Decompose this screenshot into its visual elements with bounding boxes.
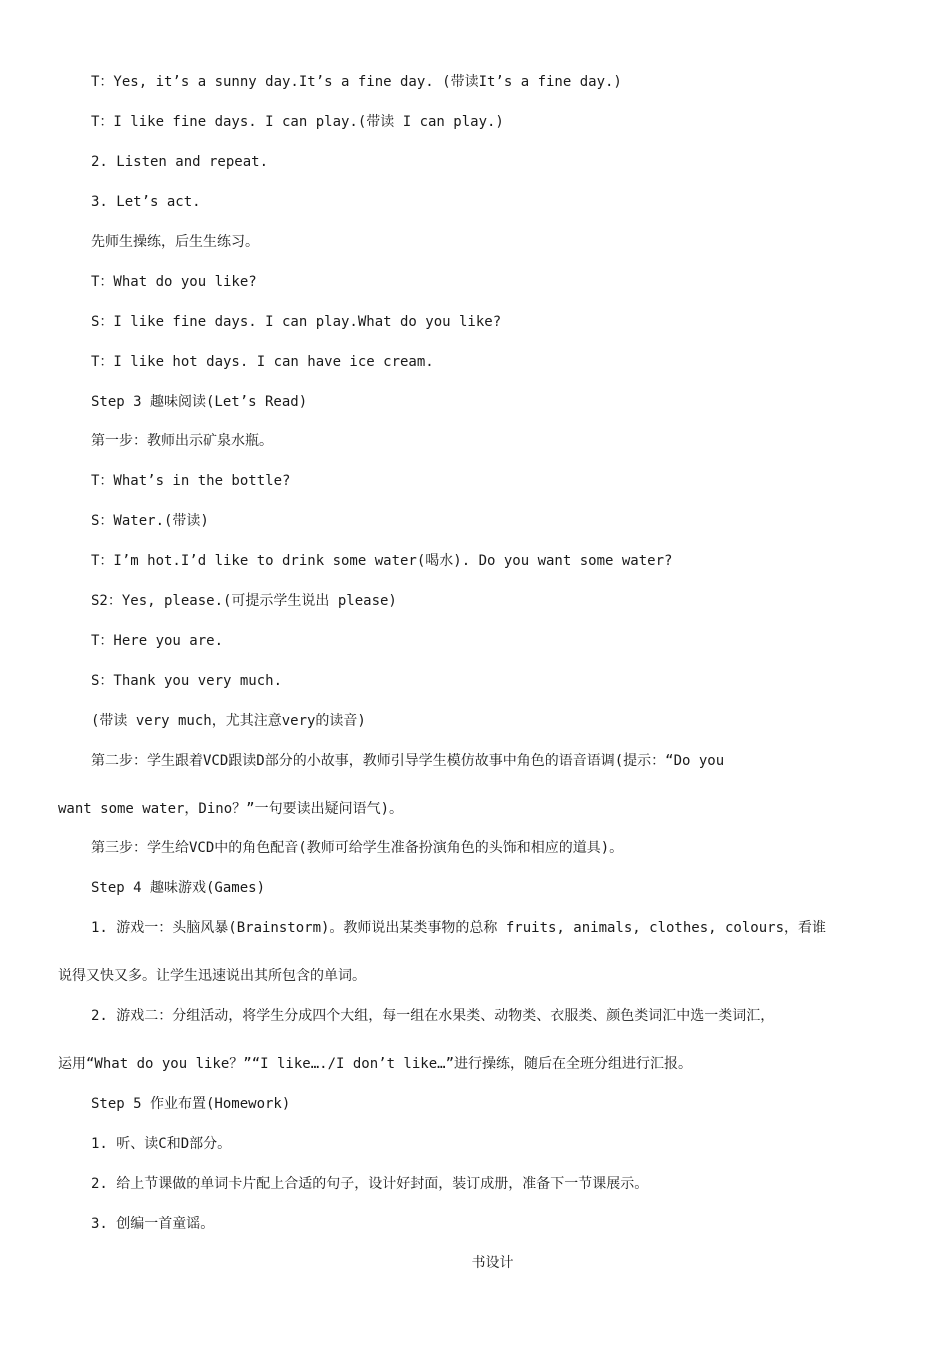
text-line: 运用“What do you like？”“I like…./I don’t like…”进行操练，随后在全班分组进行汇报。 <box>58 1056 693 1072</box>
text-line: T：Here you are. <box>91 633 224 649</box>
board-design-heading: 书设计 <box>471 1255 514 1271</box>
text-line: 先师生操练，后生生练习。 <box>91 234 259 250</box>
text-line: 第二步：学生跟着VCD跟读D部分的小故事，教师引导学生模仿故事中角色的语音语调(提示：“Do you <box>91 753 725 769</box>
text-line: 3. Let’s act. <box>91 194 201 210</box>
text-line: T：What’s in the bottle? <box>91 473 291 489</box>
text-line: S：Water.(带读) <box>91 513 209 529</box>
text-line: T：I’m hot.I’d like to drink some water(喝水). Do you want some water? <box>91 553 673 569</box>
text-line: 第三步：学生给VCD中的角色配音(教师可给学生准备扮演角色的头饰和相应的道具)。 <box>91 840 624 856</box>
text-line: 1. 游戏一：头脑风暴(Brainstorm)。教师说出某类事物的总称 fruits, animals, clothes, colours，看谁 <box>91 920 827 936</box>
text-line: 第一步：教师出示矿泉水瓶。 <box>91 433 273 449</box>
text-line: 2. 给上节课做的单词卡片配上合适的句子，设计好封面，装订成册，准备下一节课展示。 <box>91 1176 649 1192</box>
section-heading: Step 4 趣味游戏(Games) <box>91 880 266 896</box>
text-line: 1. 听、读C和D部分。 <box>91 1136 232 1152</box>
text-line: (带读 very much，尤其注意very的读音) <box>91 713 366 729</box>
section-heading: Step 3 趣味阅读(Let’s Read) <box>91 394 308 410</box>
text-line: 2. Listen and repeat. <box>91 154 269 170</box>
text-line: T：What do you like? <box>91 274 257 290</box>
text-line: S：Thank you very much. <box>91 673 283 689</box>
text-line: S：I like fine days. I can play.What do you like? <box>91 314 502 330</box>
text-line: S2：Yes, please.(可提示学生说出 please) <box>91 593 397 609</box>
text-line: 2. 游戏二：分组活动，将学生分成四个大组，每一组在水果类、动物类、衣服类、颜色类词汇中选一类词汇， <box>91 1008 775 1024</box>
section-heading: Step 5 作业布置(Homework) <box>91 1096 291 1112</box>
text-line: 说得又快又多。让学生迅速说出其所包含的单词。 <box>58 968 366 984</box>
text-line: T：Yes, it’s a sunny day.It’s a fine day. (带读It’s a fine day.) <box>91 74 622 90</box>
text-line: T：I like hot days. I can have ice cream. <box>91 354 434 370</box>
text-line: T：I like fine days. I can play.(带读 I can play.) <box>91 114 504 130</box>
text-line: 3. 创编一首童谣。 <box>91 1216 215 1232</box>
text-line: want some water，Dino？”一句要读出疑问语气)。 <box>58 801 404 817</box>
